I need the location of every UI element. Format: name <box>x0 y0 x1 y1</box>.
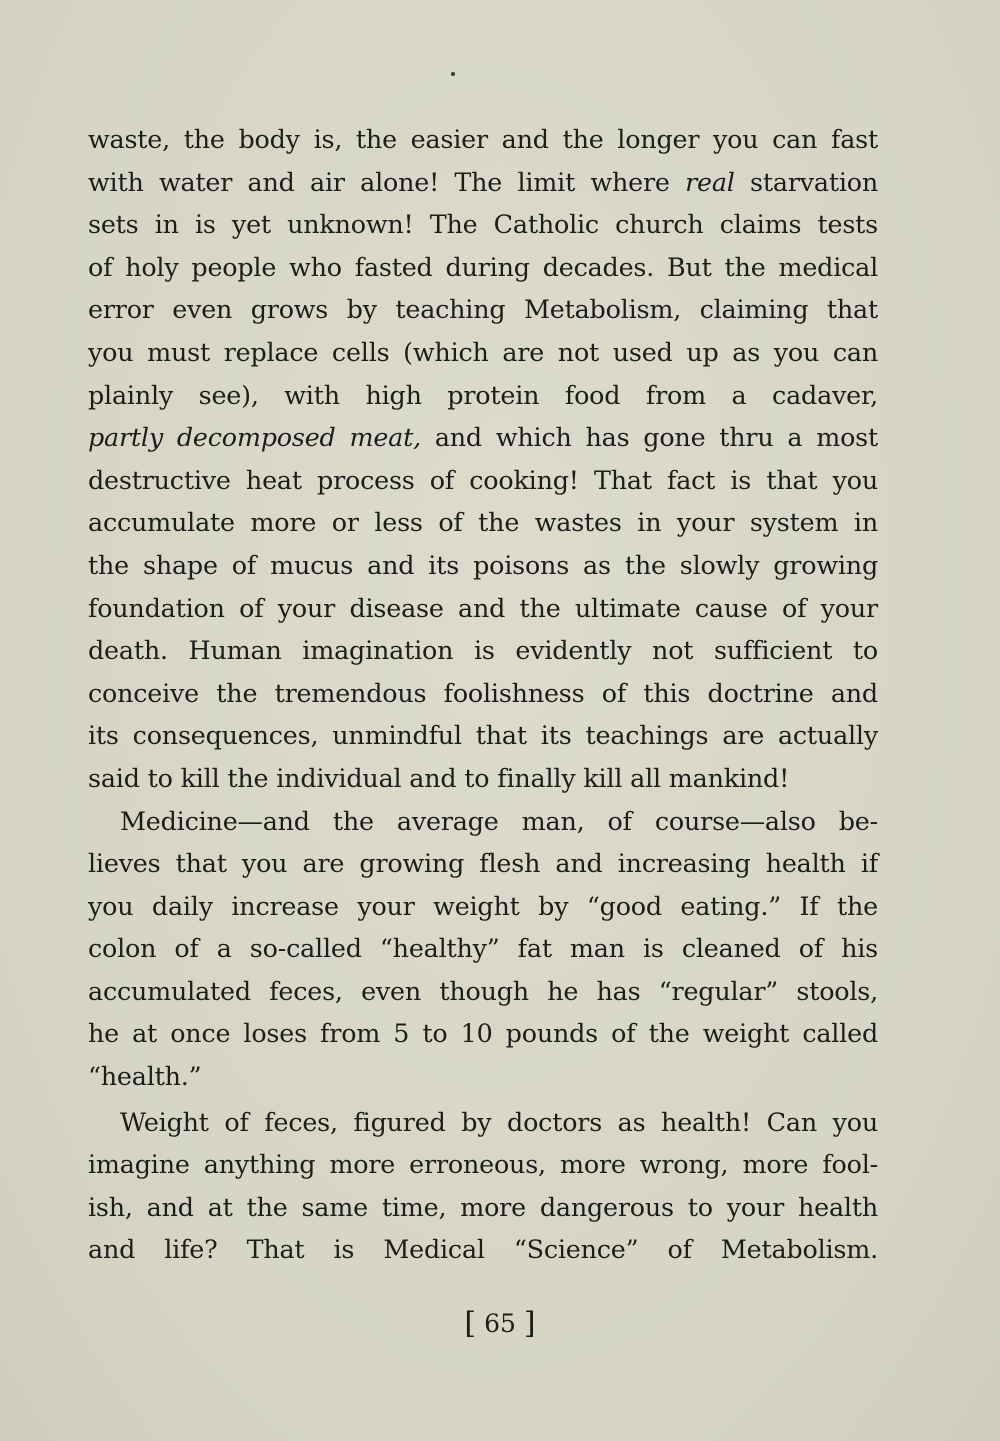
text-run: error even grows by teaching Metabolism, claiming that <box>88 294 878 325</box>
text-line <box>88 927 878 970</box>
text-run: plainly see), with high protein food from a cadaver, <box>88 379 878 410</box>
text-line <box>88 161 878 204</box>
text-run: and which has gone thru a most <box>420 422 878 453</box>
italic-text: partly decomposed meat, <box>88 422 421 453</box>
text-line <box>88 416 878 459</box>
text-run: Weight of feces, figured by doctors as health! Can you <box>120 1106 878 1137</box>
text-run: of holy people who fasted during decades. But the medical <box>88 251 878 282</box>
text-run: “health.” <box>88 1061 202 1092</box>
body-text <box>88 118 878 1271</box>
text-line <box>88 1186 878 1229</box>
page-number-value: 65 <box>484 1309 516 1338</box>
text-line <box>88 885 878 928</box>
text-run: conceive the tremendous foolishness of this doctrine and <box>88 677 878 708</box>
text-line <box>88 288 878 331</box>
text-line <box>88 544 878 587</box>
text-run: imagine anything more erroneous, more wrong, more fool- <box>88 1149 878 1180</box>
text-line <box>88 672 878 715</box>
text-line <box>88 629 878 672</box>
bracket-right: ] <box>523 1306 536 1341</box>
text-line <box>88 842 878 885</box>
text-run: you daily increase your weight by “good eating.” If the <box>88 890 878 921</box>
text-run: Medicine—and the average man, of course—also be- <box>120 805 878 836</box>
paragraph <box>88 1101 878 1271</box>
text-run: waste, the body is, the easier and the longer you can fast <box>88 124 878 154</box>
text-line <box>88 459 878 502</box>
text-line <box>88 1228 878 1271</box>
text-run: colon of a so-called “healthy” fat man is cleaned of his <box>88 933 878 964</box>
text-line <box>88 1055 878 1098</box>
text-line <box>88 118 878 161</box>
page-number <box>0 1306 1000 1341</box>
text-run: said to kill the individual and to finally kill all mankind! <box>88 762 790 793</box>
text-line <box>88 501 878 544</box>
text-run: accumulated feces, even though he has “regular” stools, <box>88 975 878 1006</box>
text-run: destructive heat process of cooking! That fact is that you <box>88 464 878 495</box>
text-run: accumulate more or less of the wastes in your system in <box>88 507 878 538</box>
text-line <box>88 1012 878 1055</box>
text-run: he at once loses from 5 to 10 pounds of the weight called <box>88 1018 878 1049</box>
text-run: and life? That is Medical “Science” of Metabolism. <box>88 1234 878 1265</box>
paragraph <box>88 118 878 800</box>
text-run: the shape of mucus and its poisons as the slowly growing <box>88 549 878 580</box>
text-run: foundation of your disease and the ultimate cause of your <box>88 592 878 623</box>
text-run: its consequences, unmindful that its teachings are actually <box>88 720 878 751</box>
text-line <box>88 587 878 630</box>
text-line <box>88 1101 878 1144</box>
paragraph <box>88 800 878 1098</box>
text-line <box>88 331 878 374</box>
text-line <box>88 757 878 800</box>
text-line <box>88 714 878 757</box>
text-line <box>88 374 878 417</box>
text-line <box>88 203 878 246</box>
text-run: sets in is yet unknown! The Catholic church claims tests <box>88 209 878 240</box>
text-run: with water and air alone! The limit where <box>88 166 686 197</box>
text-run: death. Human imagination is evidently not sufficient to <box>88 635 878 666</box>
text-line <box>88 970 878 1013</box>
text-run: you must replace cells (which are not used up as you can <box>88 336 878 367</box>
italic-text: real <box>685 166 735 197</box>
bracket-left: [ <box>464 1306 477 1341</box>
ink-dot <box>451 72 455 76</box>
text-line <box>88 800 878 843</box>
text-run: ish, and at the same time, more dangerous to your health <box>88 1191 878 1222</box>
text-run: lieves that you are growing flesh and increasing health if <box>88 848 878 879</box>
text-line <box>88 246 878 289</box>
text-run: starvation <box>734 166 878 197</box>
text-line <box>88 1143 878 1186</box>
